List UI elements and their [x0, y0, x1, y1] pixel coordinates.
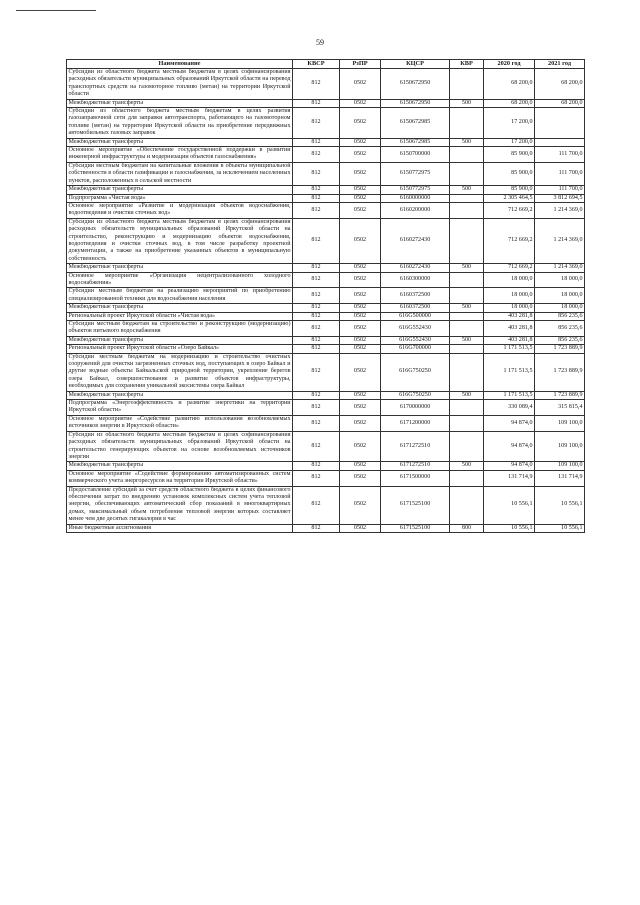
cell-kcsr: 6150672950: [381, 99, 450, 107]
corner-line: [16, 10, 96, 11]
table-row: [67, 415, 585, 431]
cell-2021: 18 000,0: [535, 304, 585, 312]
cell-kvsr: 812: [293, 353, 340, 391]
cell-rzpr: 0502: [340, 99, 381, 107]
cell-kvr: [450, 202, 484, 218]
cell-kvr: [450, 147, 484, 163]
table-row: [67, 202, 585, 218]
cell-2020: 17 200,0: [484, 138, 535, 146]
table-body: [67, 69, 585, 533]
cell-rzpr: 0502: [340, 202, 381, 218]
cell-kvr: [450, 218, 484, 263]
table-row: [67, 321, 585, 337]
cell-2021: 68 200,0: [535, 69, 585, 100]
cell-kcsr: 616G500000: [381, 312, 450, 320]
cell-2021: 111 700,0: [535, 162, 585, 185]
cell-kcsr: 616G750250: [381, 353, 450, 391]
table-row: [67, 264, 585, 272]
table-row: [67, 69, 585, 100]
cell-kvr: 500: [450, 264, 484, 272]
cell-kvsr: 812: [293, 431, 340, 462]
cell-2021: [535, 108, 585, 139]
cell-name: Субсидии местным бюджетам на капитальные вложения в объекты муниципальной собственности в области газификации и газоснабжения, за исключением населенных пунктов, расположенных в сельской местности: [68, 162, 291, 184]
cell-2021: 856 235,6: [535, 336, 585, 344]
cell-kcsr: 6150672985: [381, 138, 450, 146]
cell-kcsr: 616G750250: [381, 391, 450, 399]
cell-2021: 10 556,1: [535, 524, 585, 532]
table-row: [67, 345, 585, 353]
table-row: [67, 147, 585, 163]
cell-2021: 1 214 369,0: [535, 264, 585, 272]
table-row: [67, 524, 585, 532]
cell-kvsr: 812: [293, 400, 340, 416]
table-row: [67, 288, 585, 304]
cell-kcsr: 6170000000: [381, 400, 450, 416]
header-2021: 2021 год: [535, 60, 585, 69]
cell-2020: 1 171 513,5: [484, 353, 535, 391]
header-2020: 2020 год: [484, 60, 535, 69]
cell-kvr: 500: [450, 336, 484, 344]
cell-rzpr: 0502: [340, 108, 381, 139]
cell-rzpr: 0502: [340, 186, 381, 194]
table-row: [67, 138, 585, 146]
cell-2021: 68 200,0: [535, 99, 585, 107]
cell-kvsr: 812: [293, 202, 340, 218]
cell-2021: 18 000,0: [535, 272, 585, 288]
cell-rzpr: 0502: [340, 162, 381, 185]
cell-2020: 1 171 513,5: [484, 345, 535, 353]
cell-kvr: [450, 321, 484, 337]
cell-2020: 18 000,0: [484, 304, 535, 312]
cell-kcsr: 616G552430: [381, 336, 450, 344]
cell-name: Межбюджетные трансферты: [67, 304, 293, 312]
cell-kcsr: 6160200000: [381, 202, 450, 218]
cell-kvsr: 812: [293, 486, 340, 524]
header-name: Наименование: [67, 60, 293, 69]
header-kvsr: КВСР: [293, 60, 340, 69]
cell-kcsr: 6171525100: [381, 524, 450, 532]
cell-rzpr: 0502: [340, 264, 381, 272]
cell-name: Подпрограмма «Энергоэффективность и развитие энергетики на территории Иркутской области»: [68, 400, 291, 414]
cell-kcsr: 6150700000: [381, 147, 450, 163]
cell-kvsr: 812: [293, 415, 340, 431]
cell-2021: 10 556,1: [535, 486, 585, 524]
cell-2020: 131 714,9: [484, 470, 535, 486]
cell-2020: 330 089,4: [484, 400, 535, 416]
cell-2021: 1 214 369,0: [535, 202, 585, 218]
cell-kvsr: 812: [293, 312, 340, 320]
cell-name: Субсидии из областного бюджета местным бюджетам в целях софинансирования расходных обязательств муниципальных образований Иркутской области на строительство генерирующих объектов на основе возобновляемых источников энергии: [68, 431, 291, 460]
table-row: [67, 272, 585, 288]
cell-rzpr: 0502: [340, 138, 381, 146]
cell-kvr: [450, 312, 484, 320]
cell-kvr: 500: [450, 138, 484, 146]
cell-kvsr: 812: [293, 162, 340, 185]
cell-kvsr: 812: [293, 194, 340, 202]
cell-kcsr: 6171272510: [381, 462, 450, 470]
cell-2020: 17 200,0: [484, 108, 535, 139]
cell-2020: 712 669,2: [484, 264, 535, 272]
cell-kvsr: 812: [293, 147, 340, 163]
cell-kvr: [450, 194, 484, 202]
table-row: [67, 431, 585, 462]
cell-name: Региональный проект Иркутской области «Озеро Байкал»: [67, 345, 293, 353]
budget-table: [66, 59, 585, 533]
cell-2020: 2 305 464,5: [484, 194, 535, 202]
cell-kvr: [450, 162, 484, 185]
cell-kcsr: 6160372500: [381, 304, 450, 312]
cell-rzpr: 0502: [340, 321, 381, 337]
cell-kvr: [450, 486, 484, 524]
table-row: [67, 400, 585, 416]
cell-kvsr: 812: [293, 272, 340, 288]
cell-name: Основное мероприятие «Обеспечение государственной поддержки в развитии инженерной инфраструктуры и модернизации объектов газоснабжения»: [68, 147, 291, 161]
cell-rzpr: 0502: [340, 524, 381, 532]
cell-kvsr: 812: [293, 218, 340, 263]
cell-name: Межбюджетные трансферты: [67, 391, 293, 399]
cell-2021: 856 235,6: [535, 312, 585, 320]
table-row: [67, 391, 585, 399]
cell-rzpr: 0502: [340, 194, 381, 202]
table-row: [67, 312, 585, 320]
cell-2020: 10 556,1: [484, 524, 535, 532]
cell-kvsr: 812: [293, 186, 340, 194]
cell-name: Субсидии местным бюджетам на модернизацию и строительство очистных сооружений для очистки загрязненных сточных вод, поступающих в озеро Байкал и другие водные объекты Байкальской природной территории, укрепление берегов озера Байкал, совершенствование и развитие объектов инфраструктуры, необходимых для сохранения уникальной экосистемы озера Байкал: [68, 353, 291, 390]
cell-kvr: [450, 345, 484, 353]
cell-2020: 1 171 513,5: [484, 391, 535, 399]
cell-kvr: [450, 415, 484, 431]
header-kvr: КВР: [450, 60, 484, 69]
cell-2020: 68 200,0: [484, 99, 535, 107]
table-row: [67, 186, 585, 194]
cell-2021: 1 214 369,0: [535, 218, 585, 263]
cell-name: Субсидии из областного бюджета местным бюджетам в целях софинансирования расходных обязательств муниципальных образований Иркутской области на перевод транспортных средств на газомоторное топливо (метан) на территории Иркутской области: [68, 69, 291, 98]
cell-kcsr: 6160300000: [381, 272, 450, 288]
cell-kvr: 500: [450, 462, 484, 470]
cell-2020: 94 874,0: [484, 431, 535, 462]
cell-2021: 111 700,0: [535, 147, 585, 163]
cell-2020: 94 874,0: [484, 462, 535, 470]
cell-kvr: [450, 353, 484, 391]
cell-kvsr: 812: [293, 336, 340, 344]
cell-rzpr: 0502: [340, 336, 381, 344]
cell-kvr: 500: [450, 391, 484, 399]
cell-2021: 1 723 889,9: [535, 391, 585, 399]
cell-rzpr: 0502: [340, 69, 381, 100]
cell-kcsr: 6171272510: [381, 431, 450, 462]
cell-kvr: 500: [450, 304, 484, 312]
cell-2020: 10 556,1: [484, 486, 535, 524]
cell-kvsr: 812: [293, 69, 340, 100]
cell-kvr: [450, 108, 484, 139]
cell-rzpr: 0502: [340, 415, 381, 431]
cell-name: Региональный проект Иркутской области «Чистая вода»: [67, 312, 293, 320]
cell-kcsr: 616G700000: [381, 345, 450, 353]
cell-kvsr: 812: [293, 462, 340, 470]
cell-2020: 68 200,0: [484, 69, 535, 100]
cell-kcsr: 6150672985: [381, 108, 450, 139]
cell-2020: 18 000,0: [484, 288, 535, 304]
cell-kcsr: 6150772975: [381, 186, 450, 194]
cell-rzpr: 0502: [340, 345, 381, 353]
cell-kcsr: 6150672950: [381, 69, 450, 100]
cell-name: Иные бюджетные ассигнования: [67, 524, 293, 532]
cell-kvr: [450, 69, 484, 100]
cell-rzpr: 0502: [340, 288, 381, 304]
cell-name: Субсидии из областного бюджета местным бюджетам в целях развития газозаправочной сети для заправки автотранспорта, работающего на газомоторном топливе (метан) на территории Иркутской области на приобретение передвижных автомобильных газовых заправок: [68, 108, 291, 137]
table-row: [67, 336, 585, 344]
table-row: [67, 462, 585, 470]
table-row: [67, 470, 585, 486]
cell-name: Межбюджетные трансферты: [67, 186, 293, 194]
cell-kcsr: 6160272430: [381, 264, 450, 272]
cell-kvsr: 812: [293, 99, 340, 107]
cell-rzpr: 0502: [340, 353, 381, 391]
cell-name: Предоставление субсидий за счет средств областного бюджета в целях финансового обеспечения затрат по внедрению установок комплексных систем учета тепловой энергии, обеспечивающих автоматический сбор показаний в многоквартирных домах, максимальный объем потребления тепловой энергии которых составляет менее чем две десятых гигакалории в час: [68, 486, 291, 523]
cell-kvr: 500: [450, 186, 484, 194]
cell-kvsr: 812: [293, 288, 340, 304]
cell-rzpr: 0502: [340, 147, 381, 163]
cell-kvr: [450, 470, 484, 486]
cell-kvsr: 812: [293, 524, 340, 532]
cell-kvr: [450, 431, 484, 462]
cell-2021: 3 812 694,5: [535, 194, 585, 202]
cell-kcsr: 6150772975: [381, 162, 450, 185]
cell-name: Межбюджетные трансферты: [67, 138, 293, 146]
header-rzpr: РзПР: [340, 60, 381, 69]
cell-2020: 403 281,8: [484, 336, 535, 344]
cell-2021: 1 723 889,9: [535, 345, 585, 353]
cell-name: Субсидии из областного бюджета местным бюджетам в целях софинансирования расходных обязательств муниципальных образований Иркутской области на строительство, реконструкцию и модернизацию объектов водоснабжения, водоотведения и очистки сточных вод, в том числе разработку проектной документации, а также на приобретение указанных объектов в муниципальную собственность: [68, 218, 291, 262]
cell-kvsr: 812: [293, 108, 340, 139]
cell-2020: 712 669,2: [484, 218, 535, 263]
cell-2020: 18 000,0: [484, 272, 535, 288]
table-row: [67, 218, 585, 263]
cell-2020: 94 874,0: [484, 415, 535, 431]
cell-name: Межбюджетные трансферты: [67, 462, 293, 470]
cell-kvr: 500: [450, 99, 484, 107]
table-row: [67, 162, 585, 185]
cell-name: Межбюджетные трансферты: [67, 336, 293, 344]
cell-2020: 85 900,0: [484, 186, 535, 194]
cell-2021: 111 700,0: [535, 186, 585, 194]
cell-kvr: [450, 400, 484, 416]
table-row: [67, 304, 585, 312]
cell-2021: 1 723 889,9: [535, 353, 585, 391]
cell-2020: 403 281,8: [484, 321, 535, 337]
cell-kcsr: 6160372500: [381, 288, 450, 304]
cell-2021: 18 000,0: [535, 288, 585, 304]
cell-kvsr: 812: [293, 321, 340, 337]
cell-rzpr: 0502: [340, 470, 381, 486]
cell-kvsr: 812: [293, 470, 340, 486]
cell-kvsr: 812: [293, 264, 340, 272]
cell-rzpr: 0502: [340, 391, 381, 399]
table-row: [67, 99, 585, 107]
cell-2020: 85 900,0: [484, 147, 535, 163]
cell-kvsr: 812: [293, 391, 340, 399]
page-number: 59: [316, 38, 324, 47]
cell-kvsr: 812: [293, 345, 340, 353]
cell-kvsr: 812: [293, 138, 340, 146]
cell-kcsr: 6160272430: [381, 218, 450, 263]
cell-rzpr: 0502: [340, 462, 381, 470]
cell-rzpr: 0502: [340, 486, 381, 524]
cell-2020: 403 281,8: [484, 312, 535, 320]
cell-kvr: [450, 288, 484, 304]
cell-2021: 109 100,0: [535, 415, 585, 431]
cell-name: Основное мероприятие «Содействие развитию использования возобновляемых источников энергии в Иркутской области»: [68, 415, 291, 430]
cell-name: Межбюджетные трансферты: [67, 264, 293, 272]
cell-name: Основное мероприятие «Содействие формированию автоматизированных систем коммерческого учета энергоресурсов на территории Иркутской области»: [68, 470, 291, 485]
cell-kcsr: 616G552430: [381, 321, 450, 337]
cell-rzpr: 0502: [340, 218, 381, 263]
cell-kvr: [450, 272, 484, 288]
cell-kvsr: 812: [293, 304, 340, 312]
cell-2021: [535, 138, 585, 146]
cell-kvr: 800: [450, 524, 484, 532]
table-row: [67, 108, 585, 139]
cell-2021: 315 815,4: [535, 400, 585, 416]
cell-2021: 109 100,0: [535, 462, 585, 470]
table-header-row: [67, 60, 585, 69]
cell-kcsr: 6171525100: [381, 486, 450, 524]
table-row: [67, 194, 585, 202]
cell-2020: 85 900,0: [484, 162, 535, 185]
cell-name: Субсидии местным бюджетам на строительство и реконструкцию (модернизацию) объектов питьевого водоснабжения: [68, 321, 291, 335]
cell-2020: 712 669,2: [484, 202, 535, 218]
cell-rzpr: 0502: [340, 272, 381, 288]
cell-name: Субсидии местным бюджетам на реализацию мероприятий по приобретению специализированной техники для водоснабжения населения: [68, 288, 291, 302]
cell-kcsr: 6171200000: [381, 415, 450, 431]
cell-rzpr: 0502: [340, 312, 381, 320]
cell-rzpr: 0502: [340, 400, 381, 416]
cell-2021: 856 235,6: [535, 321, 585, 337]
cell-name: Основное мероприятие «Развитие и модернизация объектов водоснабжения, водоотведения и очистки сточных вод»: [68, 202, 291, 217]
cell-2021: 131 714,9: [535, 470, 585, 486]
cell-rzpr: 0502: [340, 304, 381, 312]
table-row: [67, 353, 585, 391]
cell-name: Межбюджетные трансферты: [67, 99, 293, 107]
header-kcsr: КЦСР: [381, 60, 450, 69]
cell-kcsr: 6160000000: [381, 194, 450, 202]
cell-name: Подпрограмма «Чистая вода»: [67, 194, 293, 202]
table-row: [67, 486, 585, 524]
cell-2021: 109 100,0: [535, 431, 585, 462]
cell-name: Основное мероприятие «Организация нецентрализованного холодного водоснабжения»: [68, 272, 291, 286]
cell-kcsr: 6171500000: [381, 470, 450, 486]
cell-rzpr: 0502: [340, 431, 381, 462]
